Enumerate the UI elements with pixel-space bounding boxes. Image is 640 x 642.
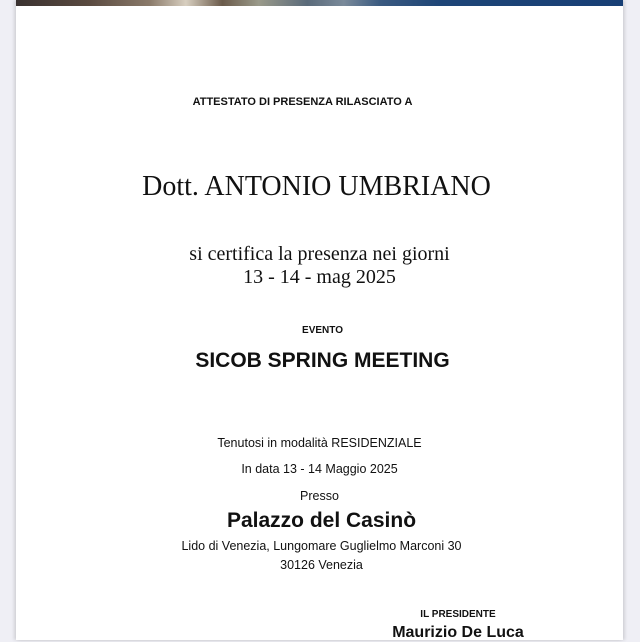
recipient-name: Dott. ANTONIO UMBRIANO <box>142 171 491 202</box>
venue-city: 30126 Venezia <box>280 558 363 572</box>
certificate-heading: ATTESTATO DI PRESENZA RILASCIATO A <box>192 96 413 108</box>
certify-text: si certifica la presenza nei giorni <box>189 243 450 265</box>
venue-address: Lido di Venezia, Lungomare Guglielmo Marconi 30 <box>181 539 462 553</box>
certify-dates: 13 - 14 - mag 2025 <box>243 266 396 288</box>
venue-label: Presso <box>300 489 339 503</box>
signatory-name: Maurizio De Luca <box>392 624 524 641</box>
venue-name: Palazzo del Casinò <box>226 509 417 532</box>
event-mode: Tenutosi in modalità RESIDENZIALE <box>217 436 422 450</box>
event-date: In data 13 - 14 Maggio 2025 <box>241 462 398 476</box>
certificate-page <box>16 0 623 640</box>
event-label: EVENTO <box>302 325 343 336</box>
signatory-title: IL PRESIDENTE <box>420 609 496 620</box>
header-banner-image <box>16 0 623 6</box>
event-name: SICOB SPRING MEETING <box>195 349 450 372</box>
